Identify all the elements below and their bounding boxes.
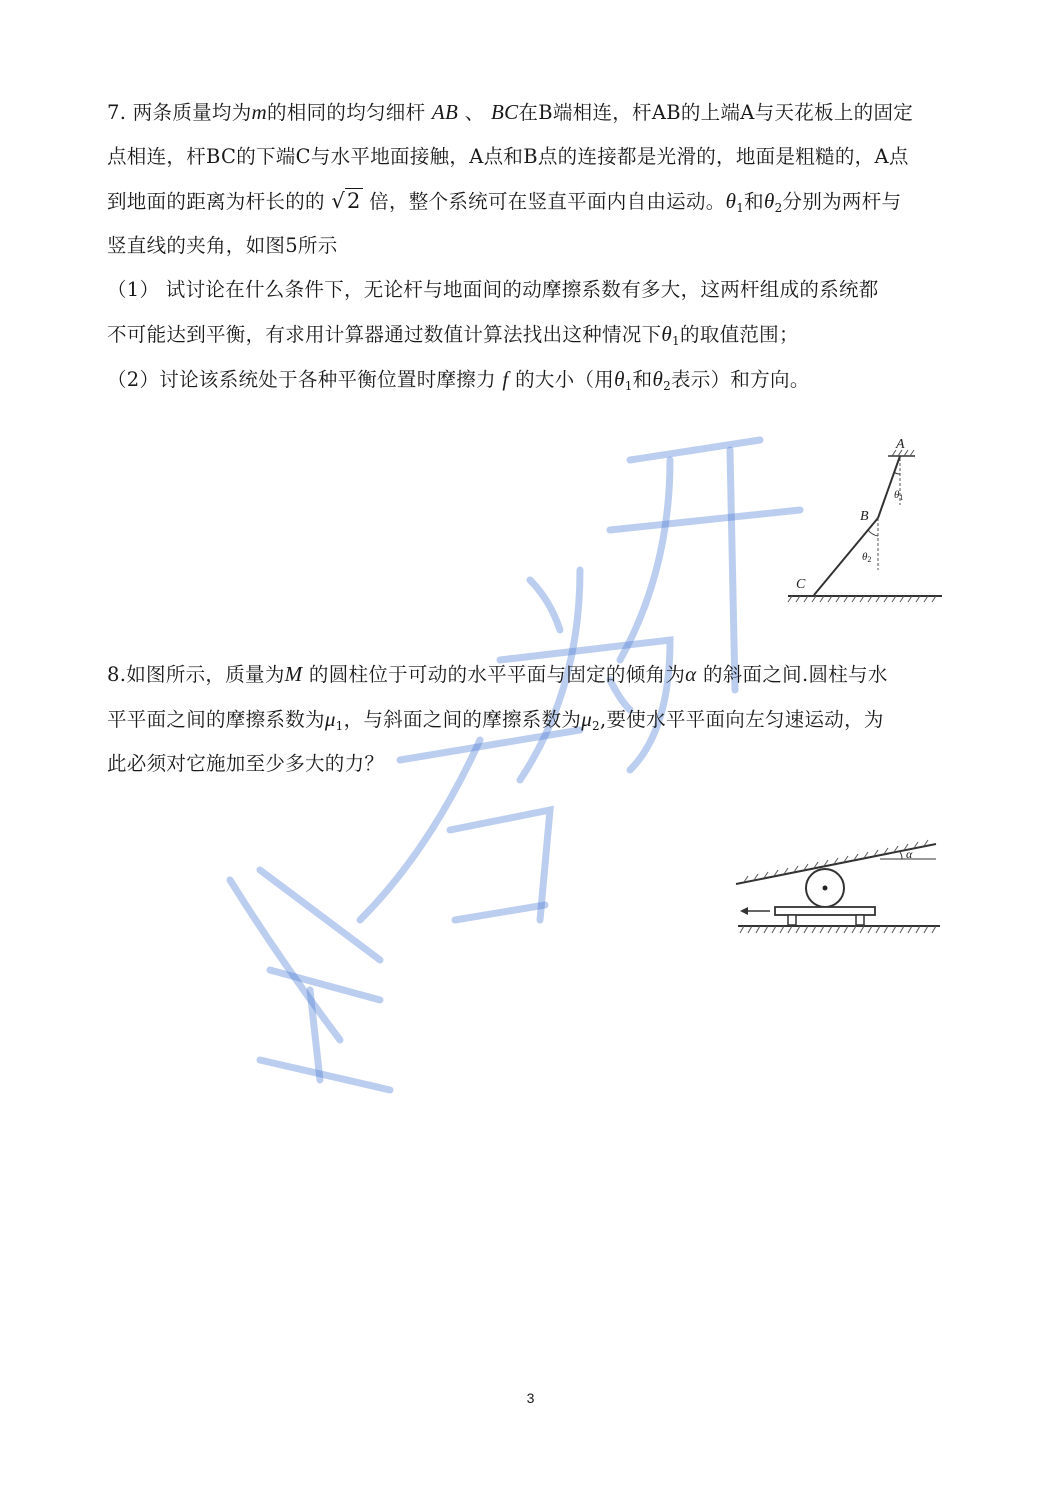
q7-part-1-line-1: （1） 试讨论在什么条件下，无论杆与地面间的动摩擦系数有多大，这两杆组成的系统都 (107, 278, 879, 301)
page-number: 3 (526, 1390, 535, 1406)
cylinder-mass-symbol: M (284, 662, 303, 686)
q8-number: 8. (107, 663, 127, 686)
cylinder-incline-figure (730, 830, 945, 945)
question-7 (107, 90, 952, 402)
q7-line-4: 竖直线的夹角，如图5所示 (107, 234, 338, 257)
q7-line-1: 7. 两条质量均为m的相同的均匀细杆 AB 、 BC在B端相连，杆AB的上端A与天花板上的固定 (107, 100, 914, 124)
rod-bc-symbol: BC (490, 100, 519, 124)
alpha-angle-label: α (906, 847, 913, 861)
two-rods-figure (780, 430, 950, 610)
point-a-label: A (896, 437, 905, 452)
sqrt-2: √2 (331, 189, 361, 213)
rod-ab-symbol: AB (431, 100, 459, 124)
q7-part-2: （2）讨论该系统处于各种平衡位置时摩擦力 f 的大小（用$\theta_1$和$\theta_2$表示）和方向。 (107, 367, 810, 393)
q7-part-1-line-2: 不可能达到平衡，有求用计算器通过数值计算法找出这种情况下$\theta_1$的取值范围； (107, 322, 799, 348)
friction-symbol: f (502, 367, 509, 391)
question-8 (107, 652, 952, 786)
q7-line-3: 到地面的距离为杆长的的 √2 倍，整个系统可在竖直平面内自由运动。$\theta_1$和$\theta_2$分别为两杆与 (107, 189, 902, 215)
theta1-label: θ1 (894, 489, 904, 502)
q8-line-2: 平平面之间的摩擦系数为$\mu_1$，与斜面之间的摩擦系数为$\mu_2$,要使水平平面向左匀速运动，为 (107, 707, 884, 733)
alpha-symbol: α (685, 662, 697, 686)
theta2-label: θ2 (862, 551, 872, 564)
q7-number: 7. (107, 101, 127, 124)
point-c-label: C (796, 577, 806, 592)
movable-plate (775, 907, 875, 915)
q7-line-2: 点相连，杆BC的下端C与水平地面接触，A点和B点的连接都是光滑的，地面是粗糙的，A点 (107, 145, 909, 168)
q8-line-3: 此必须对它施加至少多大的力？ (107, 752, 385, 775)
point-b-label: B (860, 509, 869, 524)
mass-symbol: m (251, 100, 267, 124)
q8-line-1: 8.如图所示，质量为M 的圆柱位于可动的水平平面与固定的倾角为α 的斜面之间.圆柱与水 (107, 662, 888, 686)
